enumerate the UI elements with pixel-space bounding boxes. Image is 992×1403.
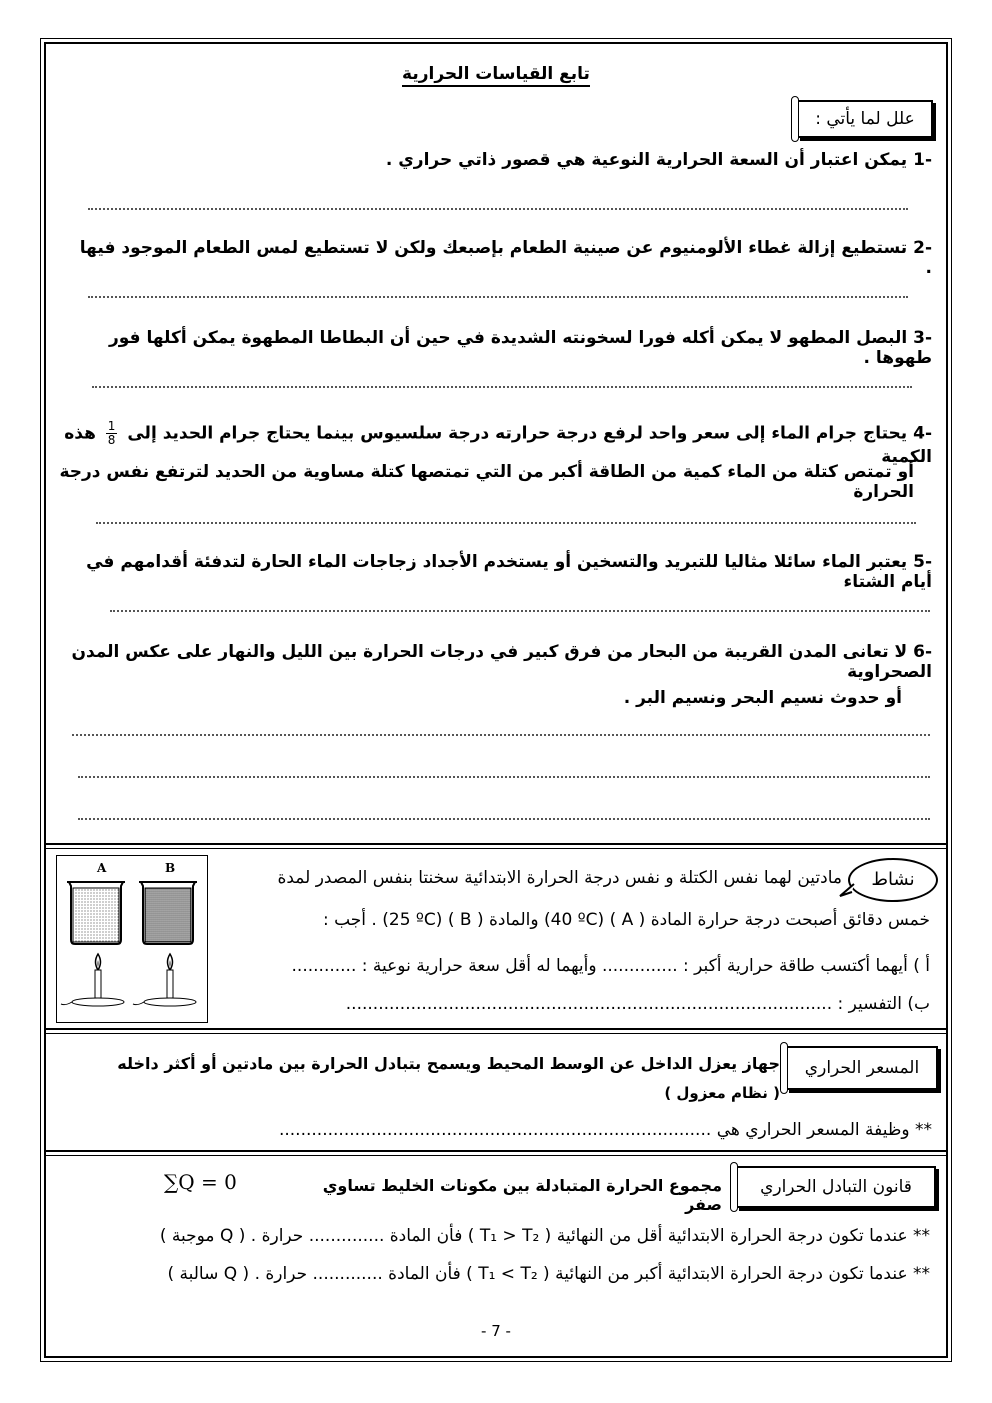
exchange-rule-2: ** عندما تكون درجة الحرارة الابتدائية أكبر من النهائية ( T₁ < T₂ ) فأن المادة ............. حرارة . ( Q سالبة ) bbox=[167, 1264, 930, 1284]
question-3: -3 البصل المطهو لا يمكن أكله فورا لسخونته الشديدة في حين أن البطاطا المطهوة يمكن أكلها فور طهوها . bbox=[108, 328, 932, 368]
activity-bubble: نشاط bbox=[848, 858, 938, 902]
activity-line-3: أ ) أيهما أكتسب طاقة حرارية أكبر : .............. وأيهما له أقل سعة حرارية نوعية : ............ bbox=[291, 956, 930, 976]
divider-exchange-top-2 bbox=[44, 1155, 948, 1156]
page-title: تابع القياسات الحرارية bbox=[0, 64, 992, 84]
exchange-rule-1: ** عندما تكون درجة الحرارة الابتدائية أقل من النهائية ( T₁ > T₂ ) فأن المادة .............. حرارة . ( Q موجبة ) bbox=[159, 1226, 930, 1246]
divider-calorimeter-top-2 bbox=[44, 1033, 948, 1034]
calorimeter-function: ** وظيفة المسعر الحراري هي ................................................................................ bbox=[278, 1120, 932, 1140]
answer-line-6a[interactable] bbox=[72, 734, 930, 736]
answer-line-6c[interactable] bbox=[78, 818, 930, 820]
answer-line-3[interactable] bbox=[92, 386, 912, 388]
divider-activity-top bbox=[44, 843, 948, 845]
question-6: -6 لا تعانى المدن القريبة من البحار من فرق كبير في درجات الحرارة بين الليل والنهار على عكس المدن الصحراوية bbox=[71, 642, 932, 682]
heat-exchange-label: قانون التبادل الحراري bbox=[736, 1166, 936, 1208]
divider-calorimeter-top bbox=[44, 1028, 948, 1030]
activity-line-4: ب) التفسير : .......................................................................................... bbox=[345, 994, 930, 1014]
question-5: -5 يعتبر الماء سائلا مثاليا للتبريد والتسخين أو يستخدم الأجداد زجاجات الماء الحارة لتدفئة أقدامهم في أيام الشتاء bbox=[86, 552, 932, 592]
explain-label: علل لما يأتي : bbox=[797, 100, 933, 138]
question-2: -2 تستطيع إزالة غطاء الألومنيوم عن صينية الطعام بإصبعك ولكن لا تستطيع لمس الطعام الموجود فيها . bbox=[79, 238, 932, 278]
calorimeter-function-answer[interactable]: ................................................................................ bbox=[278, 1120, 712, 1140]
activity-line-2: خمس دقائق أصبحت درجة حرارة المادة ( A ) (40 ºC) والمادة ( B ) (25 ºC) . أجب : bbox=[322, 910, 930, 930]
fraction-one-eighth: $\frac{1}{8}$ bbox=[107, 419, 116, 447]
activity-line-1: مادتين لهما نفس الكتلة و نفس درجة الحرارة الابتدائية سخنتا بنفس المصدر لمدة bbox=[277, 868, 842, 888]
divider-activity-top-2 bbox=[44, 848, 948, 849]
question-4-line-2: أو تمتص كتلة من الماء كمية من الطاقة أكبر من التي تمتصها كتلة مساوية من الحديد لترتفع نفس درجة الحرارة bbox=[59, 462, 914, 502]
heat-exchange-formula: ∑Q = 0 bbox=[164, 1170, 237, 1194]
question-1: -1 يمكن اعتبار أن السعة الحرارية النوعية هي قصور ذاتي حراري . bbox=[385, 150, 932, 170]
question-6-line-2: أو حدوث نسيم البحر ونسيم البر . bbox=[623, 688, 902, 708]
beakers-illustration bbox=[56, 855, 208, 1023]
answer-line-6b[interactable] bbox=[78, 776, 930, 778]
calorimeter-label: المسعر الحراري bbox=[786, 1046, 938, 1090]
answer-line-2[interactable] bbox=[88, 296, 908, 298]
question-4: -4 يحتاج جرام الماء إلى سعر واحد لرفع درجة حرارته درجة سلسيوس بينما يحتاج جرام الحديد إلى $\frac{1}{8}$ هذه الكمية bbox=[64, 419, 932, 467]
beaker-b-label: B bbox=[165, 861, 176, 875]
answer-line-1[interactable] bbox=[88, 208, 908, 210]
divider-exchange-top bbox=[44, 1150, 948, 1152]
calorimeter-note: ( نظام معزول ) bbox=[664, 1084, 780, 1102]
beaker-a-label: A bbox=[97, 861, 107, 875]
page-number: - 7 - bbox=[481, 1322, 511, 1340]
answer-line-4[interactable] bbox=[96, 522, 916, 524]
heat-exchange-definition: مجموع الحرارة المتبادلة بين مكونات الخليط تساوي صفر bbox=[322, 1176, 722, 1214]
calorimeter-definition: جهاز يعزل الداخل عن الوسط المحيط ويسمح بتبادل الحرارة بين مادتين أو أكثر داخله bbox=[117, 1054, 780, 1073]
answer-line-5[interactable] bbox=[110, 610, 930, 612]
